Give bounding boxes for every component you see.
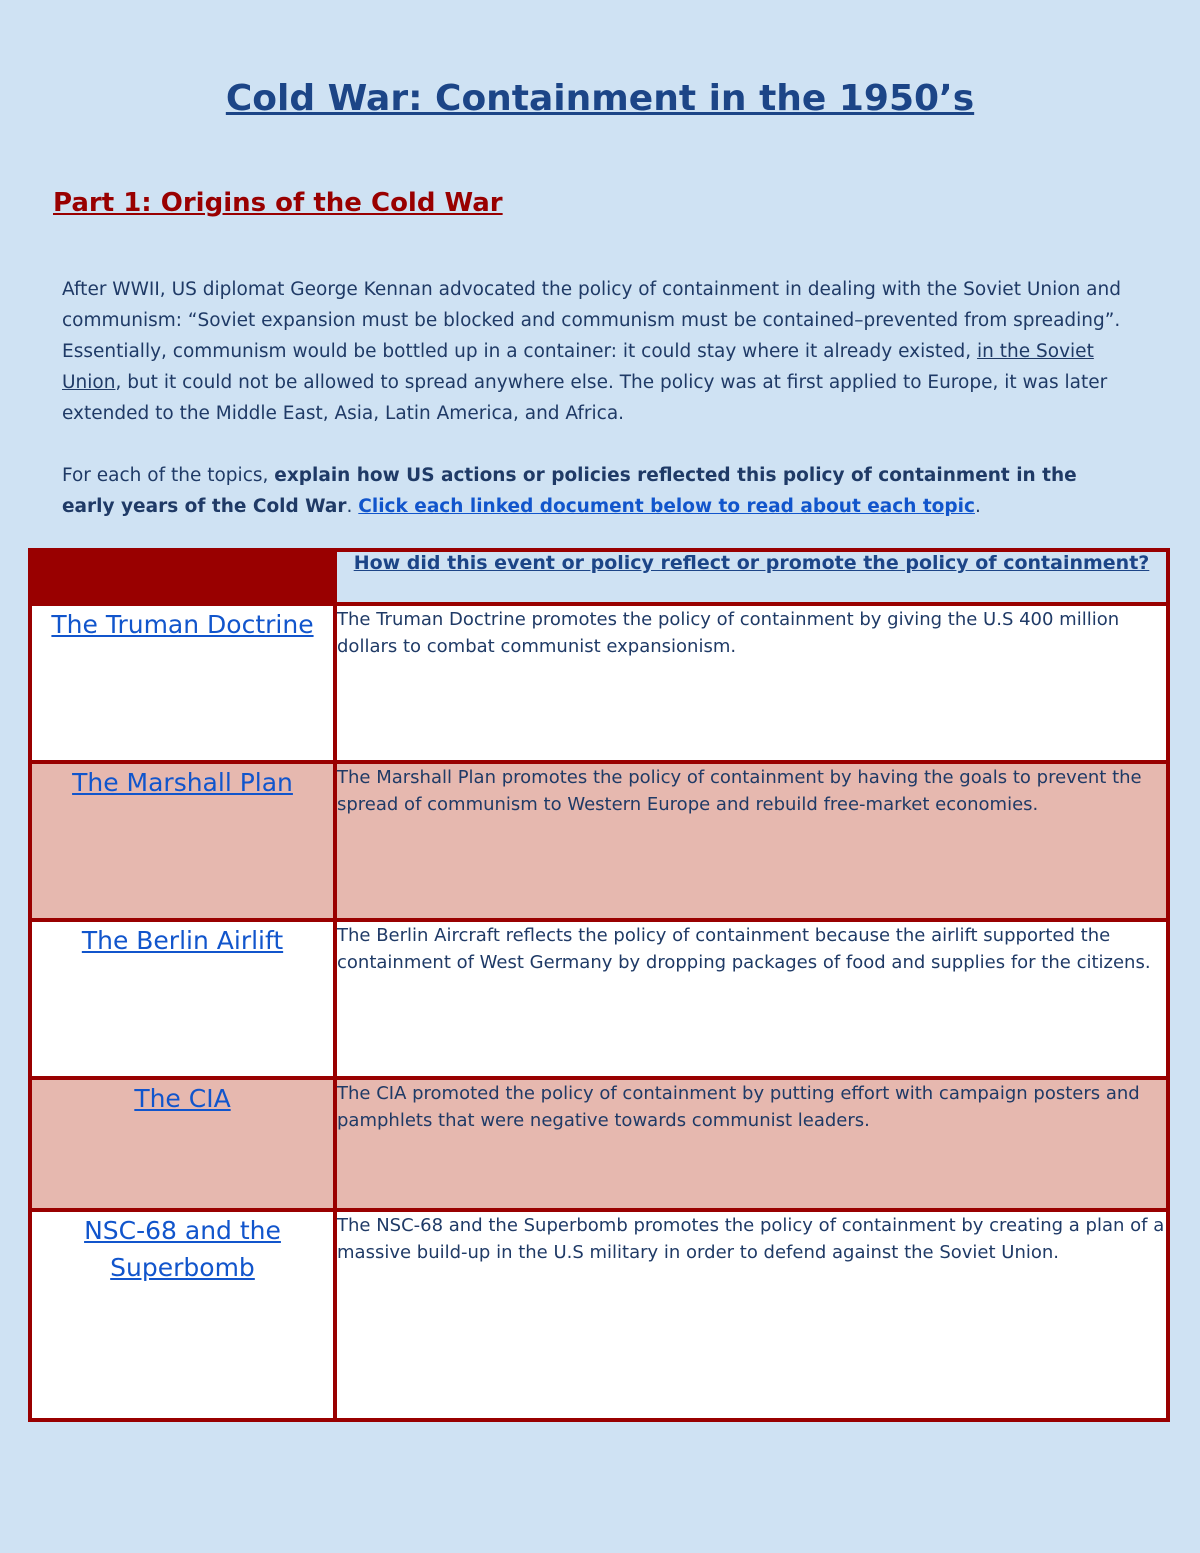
topic-cell <box>30 1210 335 1420</box>
question-header: How did this event or policy reflect or promote the policy of containment? <box>335 550 1168 604</box>
intro-paragraph <box>62 274 1122 429</box>
topic-cell <box>30 920 335 1078</box>
truman-doctrine-link[interactable]: The Truman Doctrine <box>51 610 314 639</box>
answer-cell[interactable]: The CIA promoted the policy of containment by putting effort with campaign posters and pamphlets that were negative towards communist leaders. <box>335 1078 1168 1210</box>
instructions-paragraph <box>62 460 1122 522</box>
intro-text: After WWII, US diplomat George Kennan advocated the policy of containment in dealing with the Soviet Union and communism: “Soviet expansion must be blocked and communism must be contained–prevented from spreading”. Essentially, communism would be bottled up in a container: it could stay where it already existed, <box>62 279 1121 362</box>
soviet-union-link[interactable]: in the Soviet Union <box>62 341 1094 393</box>
topic-cell <box>30 762 335 920</box>
instructions-bold-text: explain how US actions or policies reflected this policy of containment in the early years of the Cold War <box>62 465 1077 517</box>
containment-table <box>28 548 1170 1422</box>
topic-cell <box>30 1078 335 1210</box>
table-row <box>30 1078 1168 1210</box>
answer-cell[interactable]: The Marshall Plan promotes the policy of containment by having the goals to prevent the spread of communism to Western Europe and rebuild free-market economies. <box>335 762 1168 920</box>
page-title: Cold War: Containment in the 1950’s <box>225 78 975 119</box>
documents-link[interactable]: Click each linked document below to read about each topic <box>358 496 975 517</box>
answer-cell[interactable]: The Truman Doctrine promotes the policy of containment by giving the U.S 400 million dollars to combat communist expansionism. <box>335 604 1168 762</box>
instructions-period: . <box>974 496 981 517</box>
table-row <box>30 762 1168 920</box>
answer-cell[interactable]: The NSC-68 and the Superbomb promotes the policy of containment by creating a plan of a massive build-up in the U.S military in order to defend against the Soviet Union. <box>335 1210 1168 1420</box>
topic-cell <box>30 604 335 762</box>
marshall-plan-link[interactable]: The Marshall Plan <box>72 768 293 797</box>
instructions-separator: . <box>346 496 359 517</box>
nsc-68-link[interactable]: NSC-68 and the Superbomb <box>84 1216 281 1282</box>
table-header-row <box>30 550 1168 604</box>
cia-link[interactable]: The CIA <box>134 1084 231 1113</box>
answer-cell[interactable]: The Berlin Aircraft reflects the policy of containment because the airlift supported the containment of West Germany by dropping packages of food and supplies for the citizens. <box>335 920 1168 1078</box>
berlin-airlift-link[interactable]: The Berlin Airlift <box>81 926 284 955</box>
table-row <box>30 604 1168 762</box>
header-corner-cell <box>30 550 335 604</box>
intro-section <box>62 274 1122 522</box>
intro-text-cont: , but it could not be allowed to spread anywhere else. The policy was at first applied to Europe, it was later extended to the Middle East, Asia, Latin America, and Africa. <box>62 372 1108 424</box>
table-row <box>30 1210 1168 1420</box>
table-row <box>30 920 1168 1078</box>
part-heading: Part 1: Origins of the Cold War <box>53 188 503 218</box>
instructions-text: For each of the topics, <box>62 465 275 486</box>
